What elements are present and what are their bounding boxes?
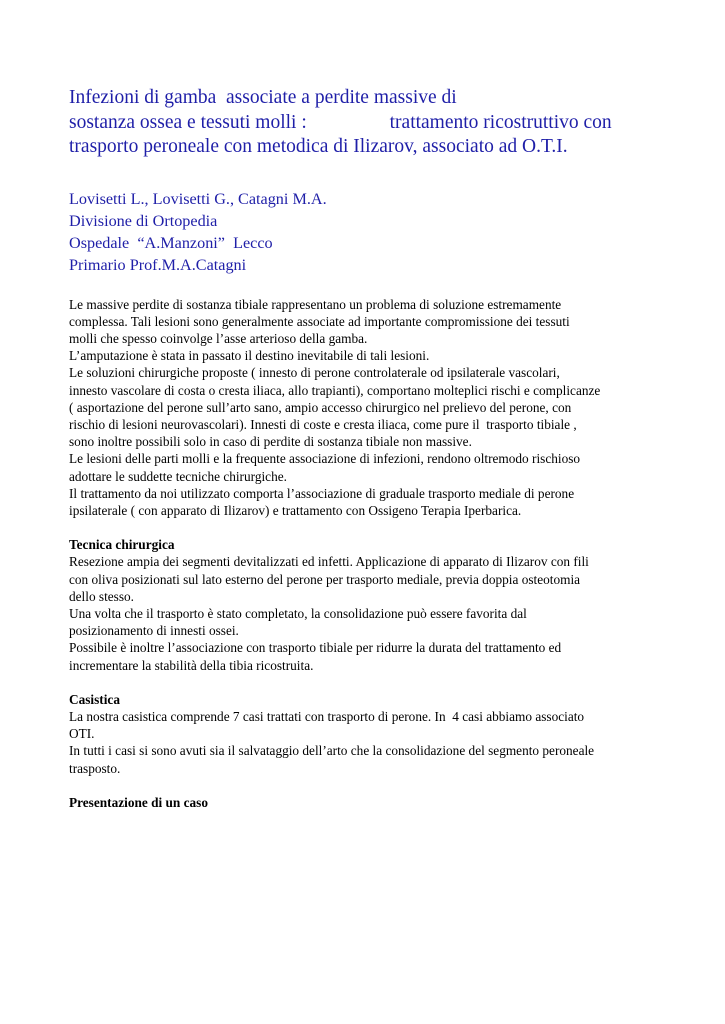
division: Divisione di Ortopedia — [69, 211, 218, 230]
section-heading: Tecnica chirurgica — [69, 537, 175, 553]
body-line: Resezione ampia dei segmenti devitalizzati ed infetti. Applicazione di apparato di Ilizarov con fili — [69, 554, 589, 570]
authors-block — [69, 188, 669, 276]
body-line: rischio di lesioni neurovascolari). Innesti di coste e cresta iliaca, come pure il trasporto tibiale , — [69, 416, 577, 432]
title-line: sostanza ossea e tessuti molli : trattamento ricostruttivo con — [69, 111, 612, 133]
body-line: Una volta che il trasporto è stato completato, la consolidazione può essere favorita dal — [69, 605, 527, 621]
body-line: adottare le suddette tecniche chirurgiche. — [69, 468, 287, 484]
body-line: Possibile è inoltre l’associazione con trasporto tibiale per ridurre la durata del trattamento ed — [69, 640, 562, 656]
body-line: ipsilaterale ( con apparato di Ilizarov) e trattamento con Ossigeno Terapia Iperbarica. — [69, 502, 522, 518]
body-line: trasposto. — [69, 760, 121, 776]
body-line: innesto vascolare di costa o cresta iliaca, allo trapianti), comportano molteplici rischi e complicanze — [69, 382, 601, 398]
hospital: Ospedale “A.Manzoni” Lecco — [69, 233, 273, 252]
title-line: Infezioni di gamba associate a perdite massive di — [69, 87, 457, 108]
body-line: molli che spesso coinvolge l’asse arterioso della gamba. — [69, 330, 368, 346]
body-line: posizionamento di innesti ossei. — [69, 623, 239, 639]
section-body — [69, 708, 669, 777]
body-line: OTI. — [69, 726, 95, 742]
body-line: L’amputazione è stata in passato il destino inevitabile di tali lesioni. — [69, 348, 430, 364]
body-line: Il trattamento da noi utilizzato comporta l’associazione di graduale trasporto mediale di perone — [69, 485, 575, 501]
section-tecnica-chirurgica — [69, 536, 669, 674]
body-line: In tutti i casi si sono avuti sia il salvataggio dell’arto che la consolidazione del segmento peroneale — [69, 743, 595, 759]
body-line: incrementare la stabilità della tibia ricostruita. — [69, 657, 314, 673]
body-line: ( asportazione del perone sull’arto sano, ampio accesso chirurgico nel prelievo del perone, con — [69, 399, 572, 415]
body-line: La nostra casistica comprende 7 casi trattati con trasporto di perone. In 4 casi abbiamo associato — [69, 708, 585, 724]
body-line: Le lesioni delle parti molli e la frequente associazione di infezioni, rendono oltremodo rischioso — [69, 451, 581, 467]
title-line: trasporto peroneale con metodica di Ilizarov, associato ad O.T.I. — [69, 136, 568, 157]
intro-paragraphs — [69, 296, 669, 520]
section-heading: Presentazione di un caso — [69, 794, 209, 810]
body-line: dello stesso. — [69, 588, 135, 604]
body-line: con oliva posizionati sul lato esterno del perone per trasporto mediale, previa doppia osteotomia — [69, 571, 581, 587]
body-line: complessa. Tali lesioni sono generalmente associate ad importante compromissione dei tessuti — [69, 313, 570, 329]
body-line: Le soluzioni chirurgiche proposte ( innesto di perone controlaterale od ipsilaterale vascolari, — [69, 365, 560, 381]
author-names: Lovisetti L., Lovisetti G., Catagni M.A. — [69, 189, 327, 208]
section-presentazione — [69, 794, 669, 811]
section-heading: Casistica — [69, 691, 120, 707]
section-casistica — [69, 691, 669, 777]
body-line: sono inoltre possibili solo in caso di perdite di sostanza tibiale non massive. — [69, 434, 472, 450]
section-body — [69, 553, 669, 673]
primario: Primario Prof.M.A.Catagni — [69, 255, 247, 274]
document-page — [69, 86, 669, 811]
body-line: Le massive perdite di sostanza tibiale rappresentano un problema di soluzione estremamente — [69, 296, 562, 312]
document-title — [69, 86, 669, 160]
